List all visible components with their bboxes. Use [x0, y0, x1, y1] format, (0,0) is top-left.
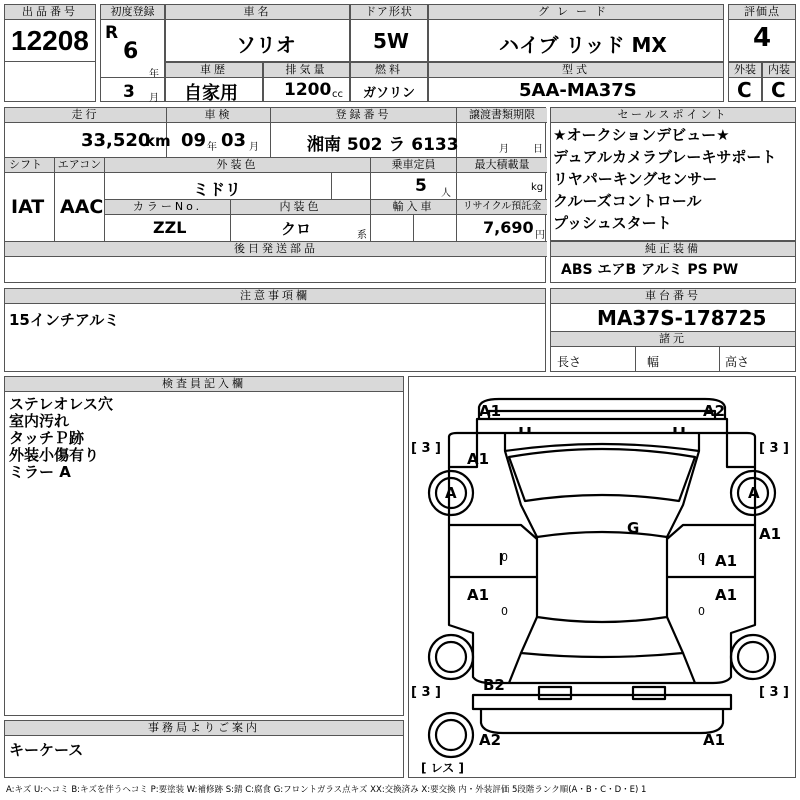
lot-box: [4, 4, 96, 102]
door-type: 5W: [373, 29, 409, 53]
sales-point-item: クルーズコントロール: [553, 192, 702, 210]
fuel-box: [350, 62, 428, 102]
inspector-box: [4, 376, 404, 716]
score-box: [728, 4, 796, 62]
recycle-value: 7,690: [483, 218, 534, 237]
zero-marker: 0: [698, 605, 705, 618]
first-reg-header: 初度登録: [101, 5, 164, 20]
capacity-header: 乗車定員: [371, 158, 456, 173]
office-header: 事務局よりご案内: [5, 721, 403, 736]
grade-value: ハイブ リッド MX: [499, 33, 667, 57]
ext-color-value: ミドリ: [193, 180, 242, 199]
damage-label-rear-left: B2: [483, 676, 505, 694]
transfer-header: 譲渡書類期限: [457, 108, 547, 123]
car-outline: [409, 377, 795, 777]
inspector-note: ミラー A: [9, 463, 71, 481]
aircon-value: AAC: [60, 196, 104, 218]
inspector-note: 外装小傷有り: [9, 446, 100, 464]
shift-value: IAT: [11, 196, 45, 218]
equipment-box: [550, 241, 796, 283]
inspection-header: 車検: [167, 108, 270, 123]
damage-label-bottom-right: A1: [703, 731, 726, 749]
inspection-month: 03: [221, 130, 247, 151]
tire-rr-depth: [ 3 ]: [759, 685, 789, 700]
tire-lf-depth: [ 3 ]: [411, 441, 441, 456]
damage-label-right-fender: A1: [759, 525, 782, 543]
interior-score-box: [762, 62, 796, 102]
damage-label-left-fender: A1: [467, 450, 490, 468]
mileage-value: 33,520: [81, 130, 151, 151]
displacement-unit: cc: [332, 89, 343, 100]
displacement-header: 排気量: [264, 63, 349, 78]
history-header: 車歴: [166, 63, 262, 78]
sales-point-item: リヤパーキングセンサー: [553, 170, 718, 188]
first-reg-year-unit: 年: [149, 69, 159, 80]
tire-lr-depth: [ 3 ]: [411, 685, 441, 700]
car-name: ソリオ: [236, 33, 296, 57]
damage-label-right-front-door: A1: [715, 552, 738, 570]
first-reg-month: 3: [123, 82, 135, 102]
door-header: ドア形状: [351, 5, 427, 20]
sales-point-item: デュアルカメラブレーキサポート: [553, 148, 777, 166]
dims-length: 長さ: [557, 355, 582, 369]
exterior-score: C: [737, 78, 752, 102]
aircon-header: エアコン: [55, 158, 104, 173]
damage-label-fr-corner: A2: [703, 402, 726, 420]
sales-point-item: プッシュスタート: [553, 214, 672, 232]
mileage-header: 走行: [5, 108, 166, 123]
model-value: 5AA-MA37S: [519, 80, 637, 101]
damage-label-fl-corner: A1: [479, 402, 502, 420]
plate-header: 登録番号: [271, 108, 456, 123]
dims-width: 幅: [647, 355, 660, 369]
lot-header: 出品番号: [5, 5, 95, 20]
car-diagram: [408, 376, 796, 778]
chassis-number: MA37S-178725: [597, 306, 767, 330]
exterior-score-header: 外装: [729, 63, 761, 78]
model-box: [428, 62, 724, 102]
transfer-day-unit: 日: [533, 144, 543, 155]
capacity-unit: 人: [441, 188, 451, 199]
zero-marker: 0: [698, 551, 705, 564]
recycle-unit: 円: [535, 230, 545, 241]
capacity-value: 5: [415, 176, 427, 196]
damage-legend: A:キズ U:ヘコミ B:キズを伴うヘコミ P:要塗装 W:補修跡 S:錆 C:腐食 G:フロントガラス点キズ XX:交換済み X:要交換 内・外装評価 5段階ランク順(A・B・C・D・E) 1: [6, 785, 647, 795]
inspection-year: 09: [181, 130, 207, 151]
tire-spare: [ レス ]: [421, 761, 464, 775]
first-reg-box: [100, 4, 165, 102]
inspector-note: タッチＰ跡: [9, 429, 85, 447]
inspection-month-unit: 月: [249, 142, 259, 153]
int-color-header: 内装色: [231, 200, 370, 215]
office-box: [4, 720, 404, 778]
later-parts-header: 後日発送部品: [5, 242, 547, 257]
int-color-unit: 系: [357, 230, 367, 241]
zero-marker: 0: [501, 605, 508, 618]
office-value: キーケース: [9, 741, 84, 759]
displacement-box: [263, 62, 350, 102]
inspector-note: 室内汚れ: [9, 412, 70, 430]
chassis-box: [550, 288, 796, 372]
sales-points-header: セールスポイント: [551, 108, 795, 123]
damage-label-left-rear-door: A1: [467, 586, 490, 604]
plate-value: 湘南 502 ラ 6133: [307, 135, 459, 155]
transfer-month-unit: 月: [499, 144, 509, 155]
sales-point-item: ★オークションデビュー★: [553, 126, 730, 144]
score-value: 4: [753, 23, 772, 53]
history-box: [165, 62, 263, 102]
fuel-header: 燃料: [351, 63, 427, 78]
fuel-value: ガソリン: [363, 86, 416, 101]
interior-score-header: 内装: [763, 63, 795, 78]
recycle-header: リサイクル預託金: [457, 200, 547, 215]
shift-header: シフト: [5, 158, 54, 173]
dims-header: 諸元: [551, 332, 795, 347]
damage-label-glass: G: [627, 519, 640, 537]
zero-marker: 0: [501, 551, 508, 564]
max-load-header: 最大積載量: [457, 158, 547, 173]
color-no-value: ZZL: [153, 218, 187, 237]
caution-header: 注意事項欄: [5, 289, 545, 304]
equipment-header: 純正装備: [551, 242, 795, 257]
sales-points-box: [550, 107, 796, 241]
first-reg-era: R: [105, 23, 119, 43]
inspector-header: 検査員記入欄: [5, 377, 403, 392]
lot-number: 12208: [11, 25, 89, 56]
car-name-box: [165, 4, 350, 62]
model-header: 型式: [429, 63, 723, 78]
score-header: 評価点: [729, 5, 795, 20]
damage-label-left-wheel-front: A: [445, 484, 457, 502]
damage-label-bottom-left: A2: [479, 731, 502, 749]
damage-label-right-wheel-front: A: [748, 484, 760, 502]
caution-value: 15インチアルミ: [9, 311, 120, 329]
dims-height: 高さ: [725, 355, 750, 369]
chassis-header: 車台番号: [551, 289, 795, 304]
damage-label-right-rear-door: A1: [715, 586, 738, 604]
interior-score: C: [771, 78, 786, 102]
max-load-unit: kg: [531, 182, 544, 193]
grade-box: [428, 4, 724, 62]
int-color-value: クロ: [281, 220, 312, 238]
exterior-score-box: [728, 62, 762, 102]
door-box: [350, 4, 428, 62]
first-reg-year: 6: [123, 39, 139, 64]
inspector-note: ステレオレス穴: [9, 395, 113, 413]
tire-rf-depth: [ 3 ]: [759, 441, 789, 456]
caution-box: [4, 288, 546, 372]
import-header: 輸入車: [371, 200, 456, 215]
first-reg-month-unit: 月: [149, 93, 159, 104]
main-info-box: [4, 107, 546, 283]
mileage-unit: km: [145, 132, 171, 150]
car-name-header: 車名: [166, 5, 349, 20]
history-value: 自家用: [184, 83, 238, 104]
equipment-value: ABS エアB アルミ PS PW: [561, 262, 739, 278]
grade-header: グレード: [429, 5, 723, 20]
ext-color-header: 外装色: [105, 158, 370, 173]
inspection-year-unit: 年: [207, 142, 217, 153]
displacement-value: 1200: [284, 80, 332, 100]
color-no-header: カラーNo.: [105, 200, 230, 215]
